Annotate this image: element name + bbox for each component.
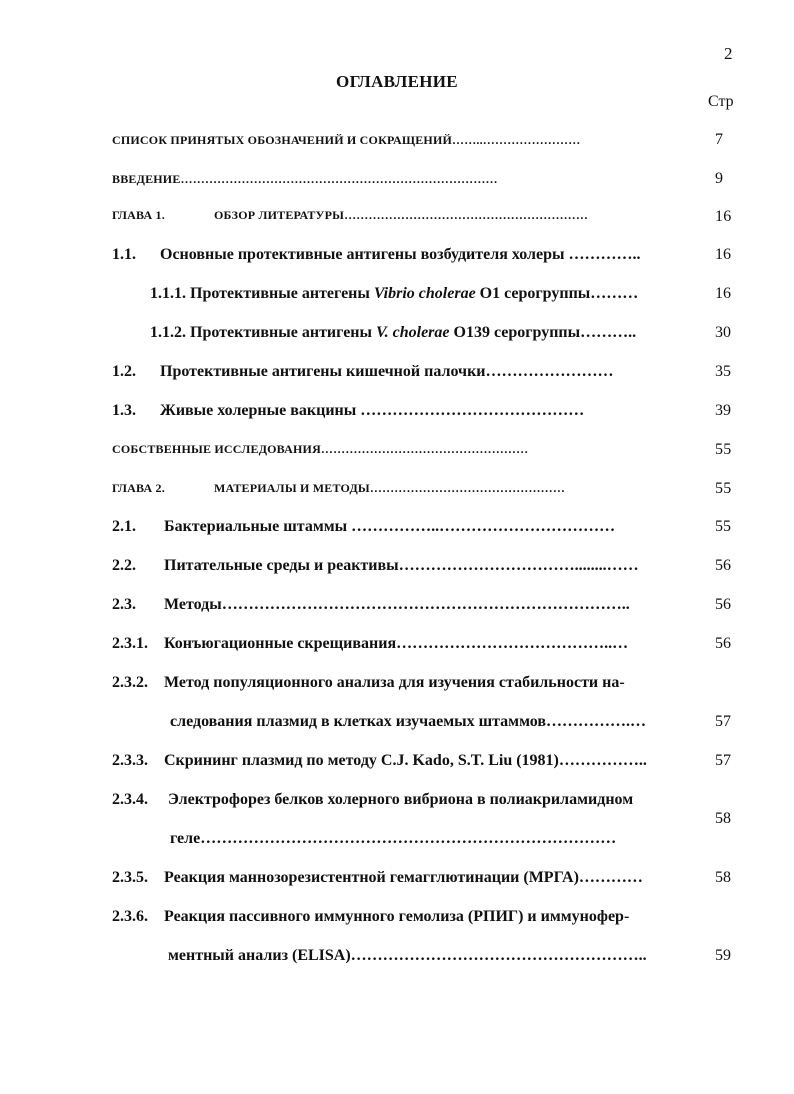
toc-entry-text: ВВЕДЕНИЕ…………………………………………………………………… <box>112 172 498 186</box>
toc-entry-text: Электрофорез белков холерного вибриона в полиакриламидном <box>168 791 634 808</box>
toc-entry-text: Питательные среды и реактивы……………………………........…… <box>164 557 639 574</box>
toc-entry-text-before: Протективные антегены <box>190 285 370 302</box>
toc-entry-text: Метод популяционного анализа для изучения стабильности на- <box>164 674 625 691</box>
toc-entry-page: 16 <box>715 208 732 225</box>
toc-entry-number: 1.3. <box>112 402 136 419</box>
toc-entry-text-continuation: ментный анализ (ELISA)……………………………………………….. <box>168 947 647 964</box>
toc-entry-page: 57 <box>715 752 731 769</box>
toc-entry-text: СПИСОК ПРИНЯТЫХ ОБОЗНАЧЕНИЙ И СОКРАЩЕНИЙ……..…………………… <box>112 133 581 147</box>
toc-entry-page: 35 <box>715 363 731 380</box>
toc-entry-text: МАТЕРИАЛЫ И МЕТОДЫ………………………………………… <box>214 481 566 495</box>
toc-entry-text: Бактериальные штаммы ……………..…………………………… <box>164 518 616 535</box>
toc-entry-page: 56 <box>715 557 731 574</box>
toc-entry-number: 2.3.2. <box>112 674 148 691</box>
toc-entry-text-after: О139 серогруппы……….. <box>453 324 637 341</box>
toc-entry-text: Скрининг плазмид по методу C.J. Kado, S.T. Liu (1981)…………….. <box>164 752 647 769</box>
toc-entry-number: 1.1.2. <box>150 324 186 341</box>
toc-entry-page: 56 <box>715 596 731 613</box>
toc-entry-page: 55 <box>715 518 731 535</box>
toc-entry-number: 2.3.3. <box>112 752 148 769</box>
toc-entry-text: Основные протективные антигены возбудителя холеры ………….. <box>160 246 641 263</box>
toc-entry-number: 1.2. <box>112 363 136 380</box>
toc-entry-text: ОБЗОР ЛИТЕРАТУРЫ…………………………………………………… <box>214 208 589 222</box>
toc-entry-text: Протективные антигены кишечной палочки…………………… <box>160 363 614 380</box>
toc-entry-number: 1.1.1. <box>150 285 186 302</box>
toc-entry-page: 55 <box>715 480 732 497</box>
toc-entry-number: 2.1. <box>112 518 136 535</box>
toc-entry-page: 57 <box>715 713 731 730</box>
toc-entry-page: 58 <box>715 869 731 886</box>
toc-entry-text: Реакция маннозорезистентной гемагглютинации (МРГА)………… <box>164 869 643 886</box>
toc-entry-text-after: О1 серогруппы……… <box>479 285 639 302</box>
toc-entry-page: 16 <box>715 285 731 302</box>
toc-entry-number: 2.3.1. <box>112 635 148 652</box>
toc-entry-number: ГЛАВА 2. <box>112 481 165 495</box>
toc-entry-number: 2.3. <box>112 596 136 613</box>
toc-entry-italic: Vibrio cholerae <box>373 285 476 302</box>
toc-entry-text <box>150 285 638 303</box>
toc-entry-number: 2.3.4. <box>112 791 148 808</box>
toc-entry-text: СОБСТВЕННЫЕ ИССЛЕДОВАНИЯ…………………………………………… <box>112 442 529 456</box>
toc-entry-text-before: Протективные антигены <box>190 324 373 341</box>
toc-entry-text <box>150 324 636 342</box>
toc-entry-page: 30 <box>715 324 731 341</box>
toc-entry-text-continuation: геле…………………………………………………………………… <box>170 830 617 847</box>
toc-entry-page: 59 <box>715 947 731 964</box>
toc-entry-text-continuation: следования плазмид в клетках изучаемых штаммов…………….… <box>170 713 646 730</box>
toc-entry-page: 55 <box>715 441 732 458</box>
toc-entry-text: Конъюгационные скрещивания…………………………………..… <box>164 635 629 652</box>
page-title: ОГЛАВЛЕНИЕ <box>336 72 458 91</box>
toc-entry-page: 7 <box>715 131 724 148</box>
toc-entry-page: 16 <box>715 246 731 263</box>
toc-entry-page: 58 <box>715 810 731 827</box>
toc-entry-number: 2.3.6. <box>112 908 148 925</box>
page-number: 2 <box>724 44 733 63</box>
toc-entry-page: 39 <box>715 402 731 419</box>
toc-entry-number: 2.2. <box>112 557 136 574</box>
toc-entry-number: ГЛАВА 1. <box>112 208 165 222</box>
toc-entry-text: Методы………………………………………………………………….. <box>164 596 630 613</box>
toc-entry-page: 56 <box>715 635 731 652</box>
toc-entry-italic: V. cholerae <box>376 324 450 341</box>
toc-entry-text: Реакция пассивного иммунного гемолиза (РПИГ) и иммунофер- <box>164 908 630 925</box>
toc-entry-number: 2.3.5. <box>112 869 148 886</box>
toc-entry-text: Живые холерные вакцины …………………………………… <box>160 402 585 419</box>
toc-entry-page: 9 <box>715 170 724 187</box>
page-column-header: Стр <box>708 93 734 110</box>
toc-entry-number: 1.1. <box>112 246 136 263</box>
